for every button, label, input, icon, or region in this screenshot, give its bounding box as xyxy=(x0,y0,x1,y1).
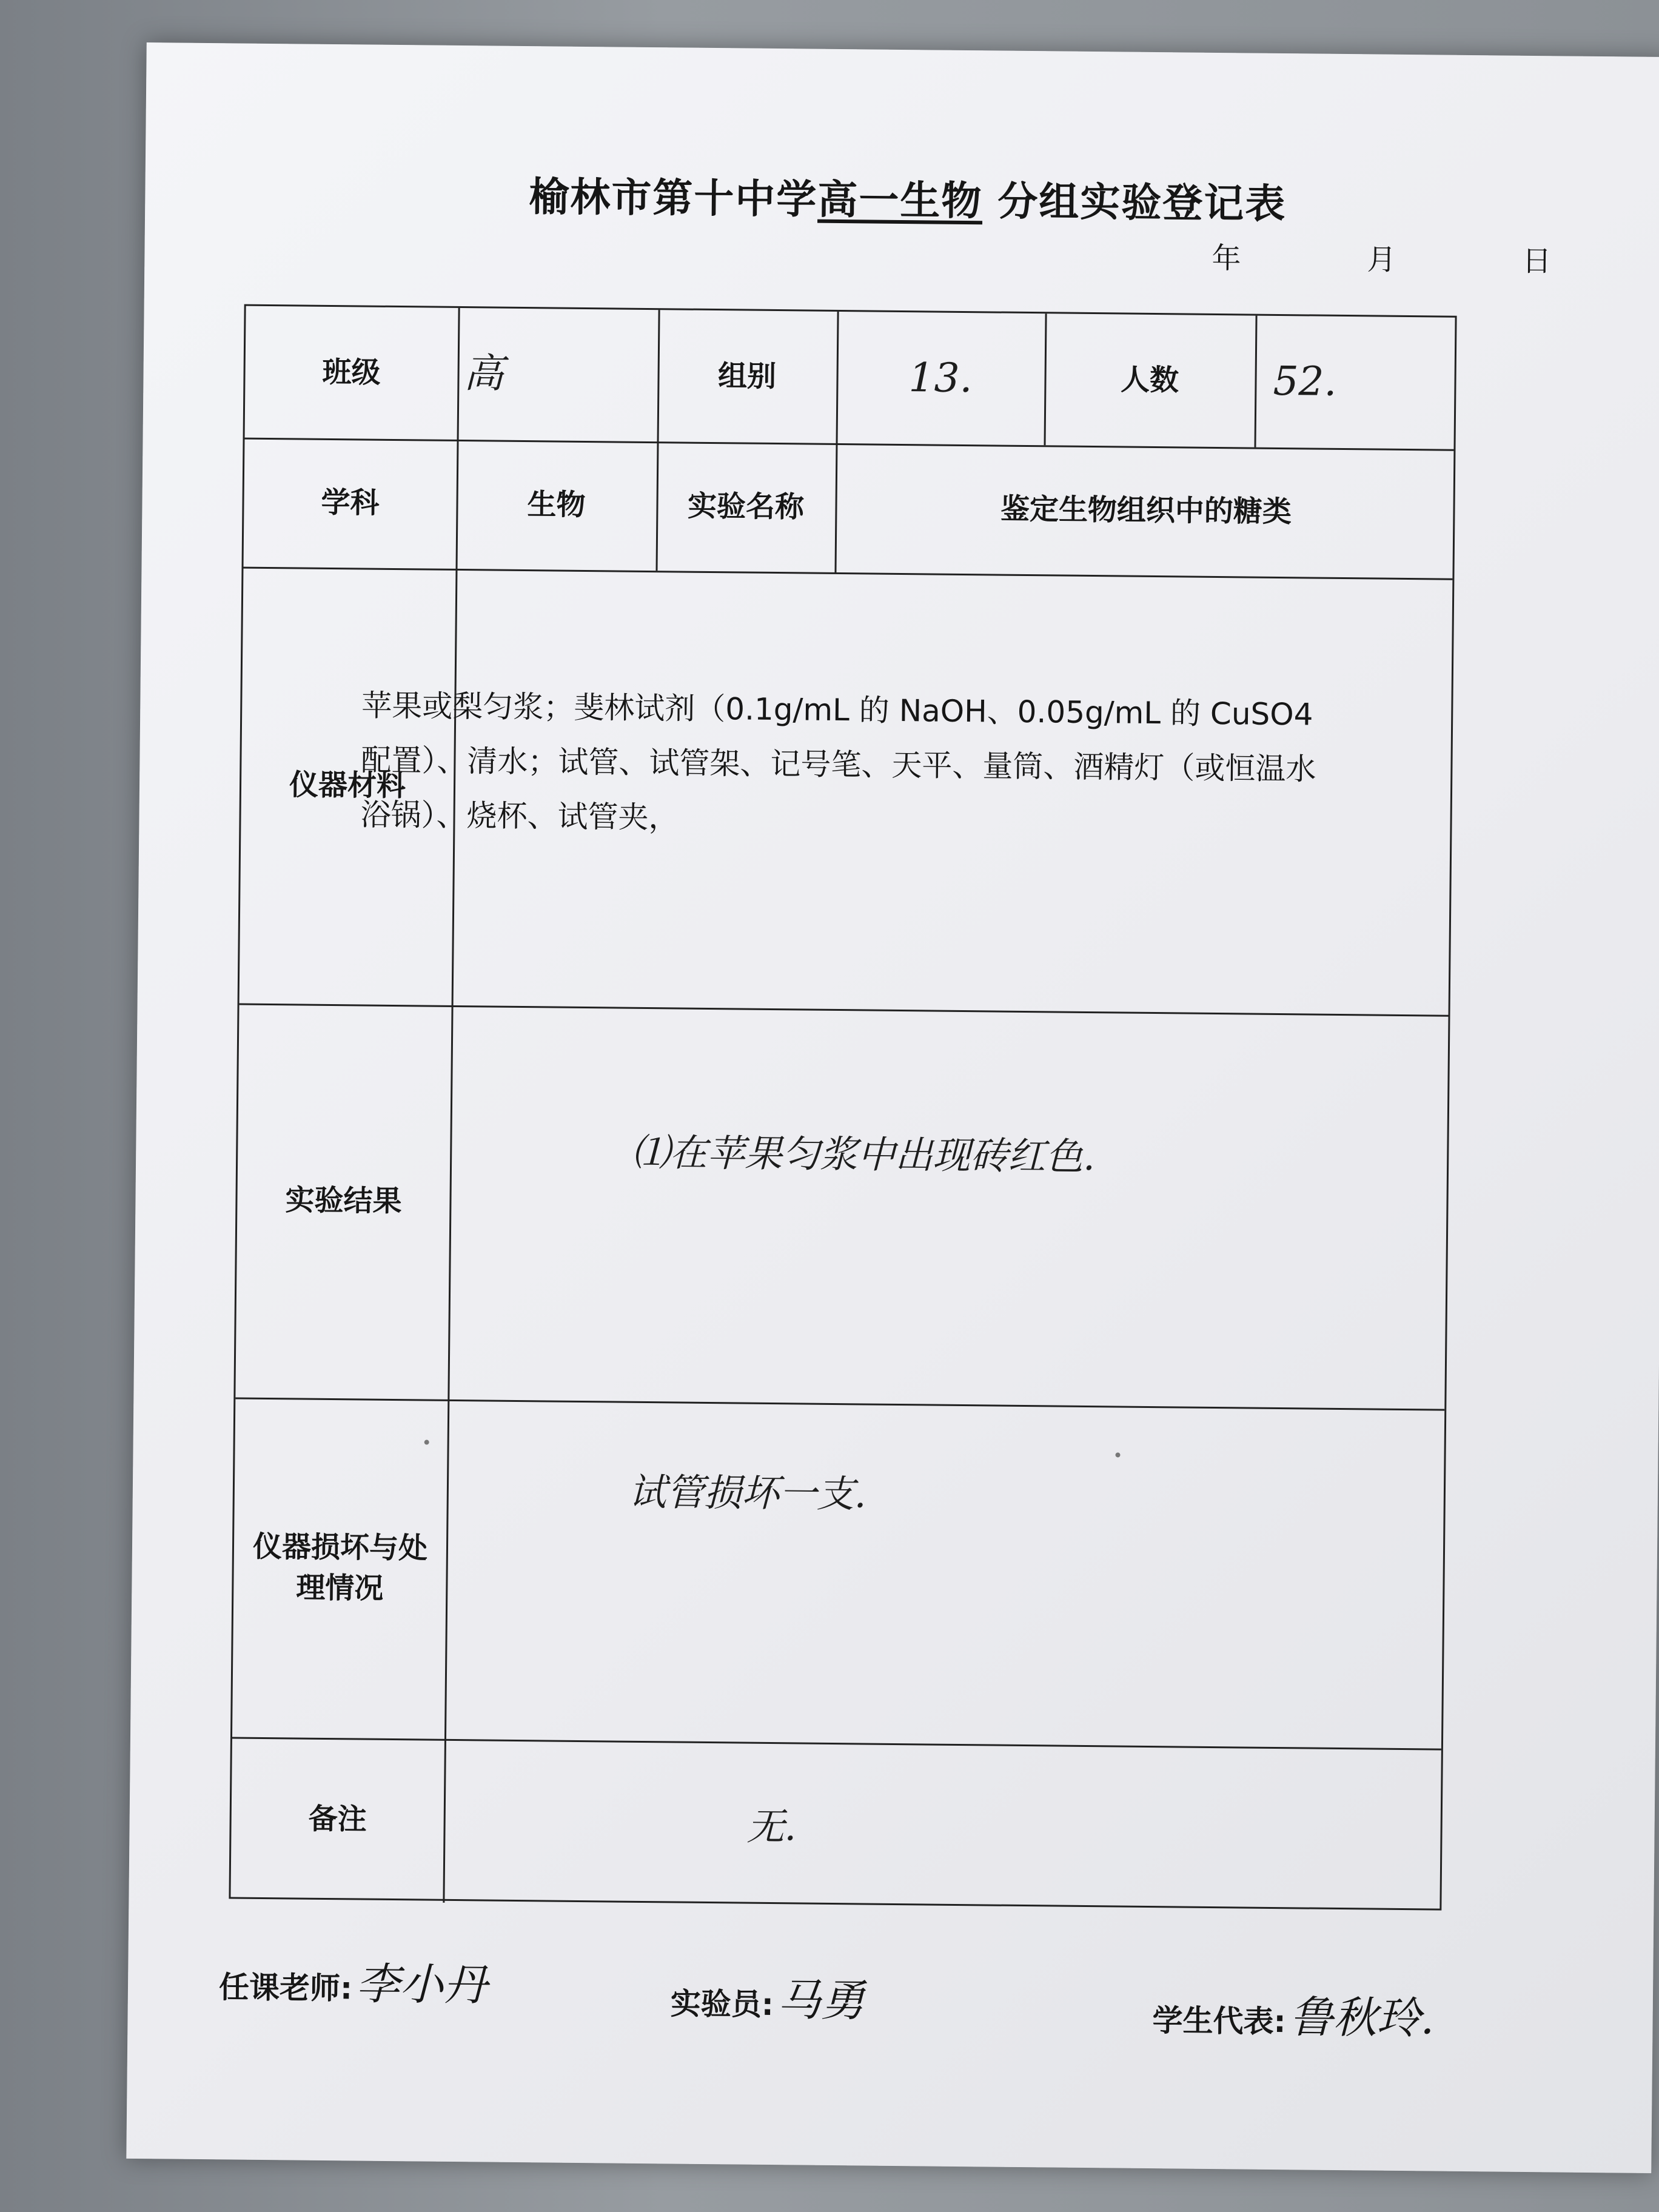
subject-value: 生物 xyxy=(527,487,586,522)
student-rep-name: 鲁秋玲. xyxy=(1289,1991,1435,2044)
damage-label: 仪器损坏与处理情况 xyxy=(252,1529,428,1606)
remarks-value: 无. xyxy=(746,1804,797,1849)
page-title: 榆林市第十中学高一生物 分组实验登记表 xyxy=(529,173,1287,228)
paper-speck xyxy=(1115,1452,1120,1457)
count-label: 人数 xyxy=(1120,363,1179,398)
paper-speck xyxy=(424,1440,429,1445)
materials-label: 仪器材料 xyxy=(289,768,406,803)
group-value: 13. xyxy=(908,354,973,402)
teacher-name: 李小丹 xyxy=(355,1958,488,2011)
result-label: 实验结果 xyxy=(285,1183,402,1219)
class-label: 班级 xyxy=(322,355,381,390)
form-table xyxy=(229,304,1456,1911)
remarks-label: 备注 xyxy=(308,1802,367,1837)
assistant-signature: 实验员:马勇 xyxy=(670,1974,865,2026)
date-month: 月 xyxy=(1367,243,1396,277)
subject-label: 学科 xyxy=(321,485,380,520)
registration-form-paper xyxy=(126,42,1659,2173)
student-rep-signature: 学生代表:鲁秋玲. xyxy=(1152,1991,1435,2044)
group-label: 组别 xyxy=(717,358,777,394)
date-day: 日 xyxy=(1522,244,1552,279)
class-value: 高 xyxy=(463,350,504,397)
damage-value: 试管损坏一支. xyxy=(628,1469,866,1517)
experiment-name-label: 实验名称 xyxy=(687,489,805,525)
teacher-signature: 任课老师:李小丹 xyxy=(218,1958,488,2011)
date-line xyxy=(1212,235,1552,280)
result-value: ⑴在苹果匀浆中出现砖红色. xyxy=(631,1130,1096,1179)
date-year: 年 xyxy=(1212,241,1241,276)
materials-text: 苹果或梨匀浆；斐林试剂（0.1g/mL 的 NaOH、0.05g/mL 的 CuSO4 配置）、清水；试管、试管架、记号笔、天平、量筒、酒精灯（或恒温水浴锅）、烧杯、试管夹， xyxy=(360,688,1316,836)
assistant-name: 马勇 xyxy=(777,1974,865,2026)
experiment-name-value: 鉴定生物组织中的糖类 xyxy=(1000,492,1292,529)
count-value: 52. xyxy=(1273,358,1337,406)
